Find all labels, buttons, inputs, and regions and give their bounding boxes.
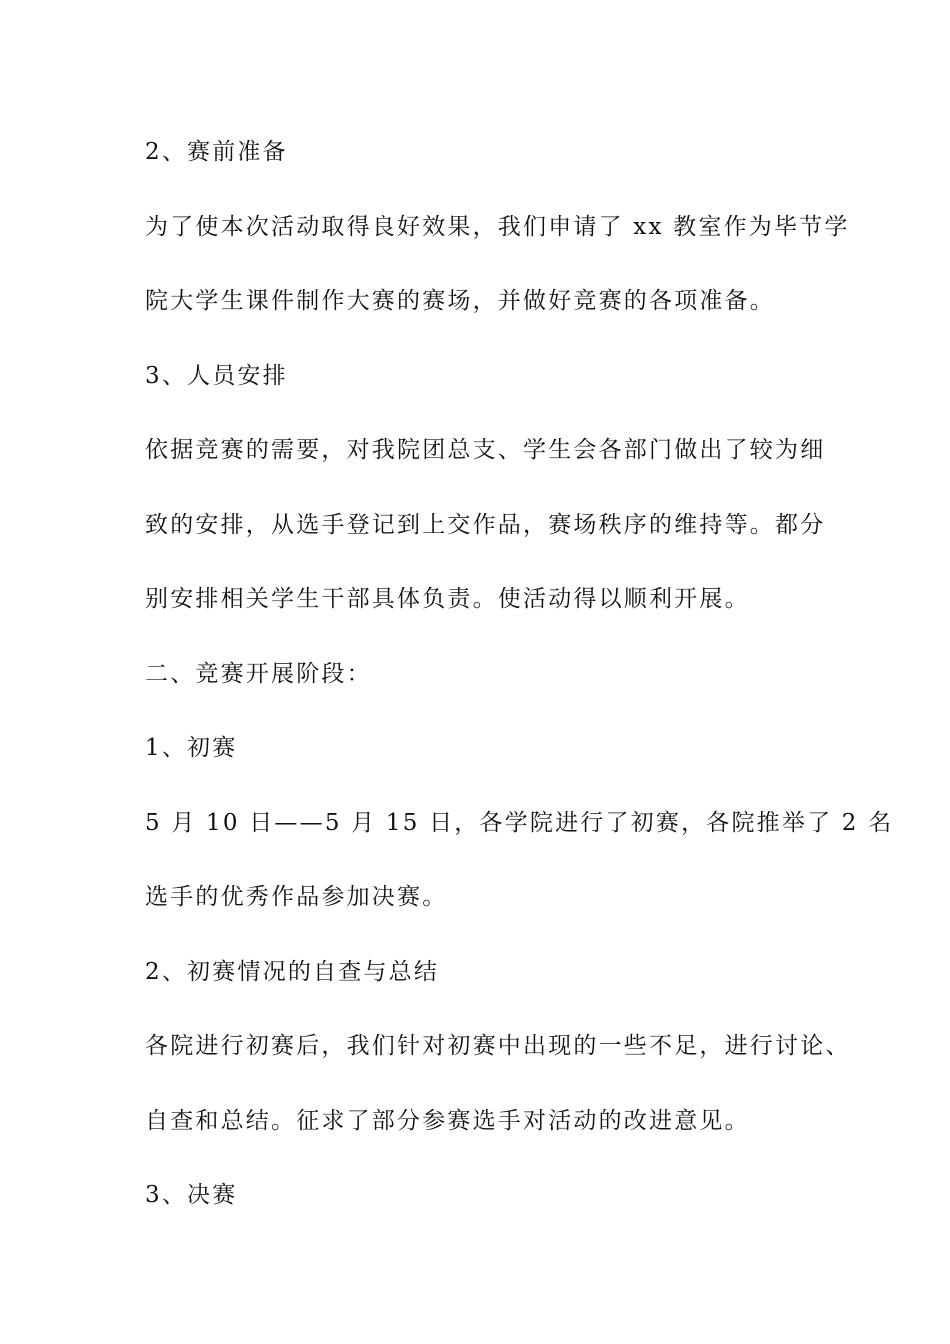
section-heading-preliminary: 1、初赛 (145, 735, 238, 761)
document-body (145, 130, 894, 1248)
paragraph-line: 别安排相关学生干部具体负责。使活动得以顺利开展。 (145, 586, 750, 612)
paragraph-line: 为了使本次活动取得良好效果，我们申请了 xx 教室作为毕节学 (145, 213, 850, 240)
paragraph-line: 依据竞赛的需要，对我院团总支、学生会各部门做出了较为细 (145, 437, 826, 463)
section-heading-staffing: 3、人员安排 (145, 362, 288, 389)
section-heading-final: 3、决赛 (145, 1182, 238, 1208)
paragraph-line: 自查和总结。征求了部分参赛选手对活动的改进意见。 (145, 1107, 750, 1134)
section-heading-self-review: 2、初赛情况的自查与总结 (145, 958, 440, 985)
section-heading-competition-stage: 二、竞赛开展阶段： (145, 660, 372, 687)
section-heading-preparation: 2、赛前准备 (145, 139, 288, 165)
paragraph-line: 致的安排，从选手登记到上交作品，赛场秩序的维持等。都分 (145, 511, 826, 538)
paragraph-line: 各院进行初赛后，我们针对初赛中出现的一些不足，进行讨论、 (145, 1033, 851, 1059)
paragraph-line: 选手的优秀作品参加决赛。 (145, 884, 448, 910)
paragraph-line: 5 月 10 日——5 月 15 日，各学院进行了初赛，各院推举了 2 名 (145, 809, 894, 836)
paragraph-line: 院大学生课件制作大赛的赛场，并做好竞赛的各项准备。 (145, 288, 775, 314)
